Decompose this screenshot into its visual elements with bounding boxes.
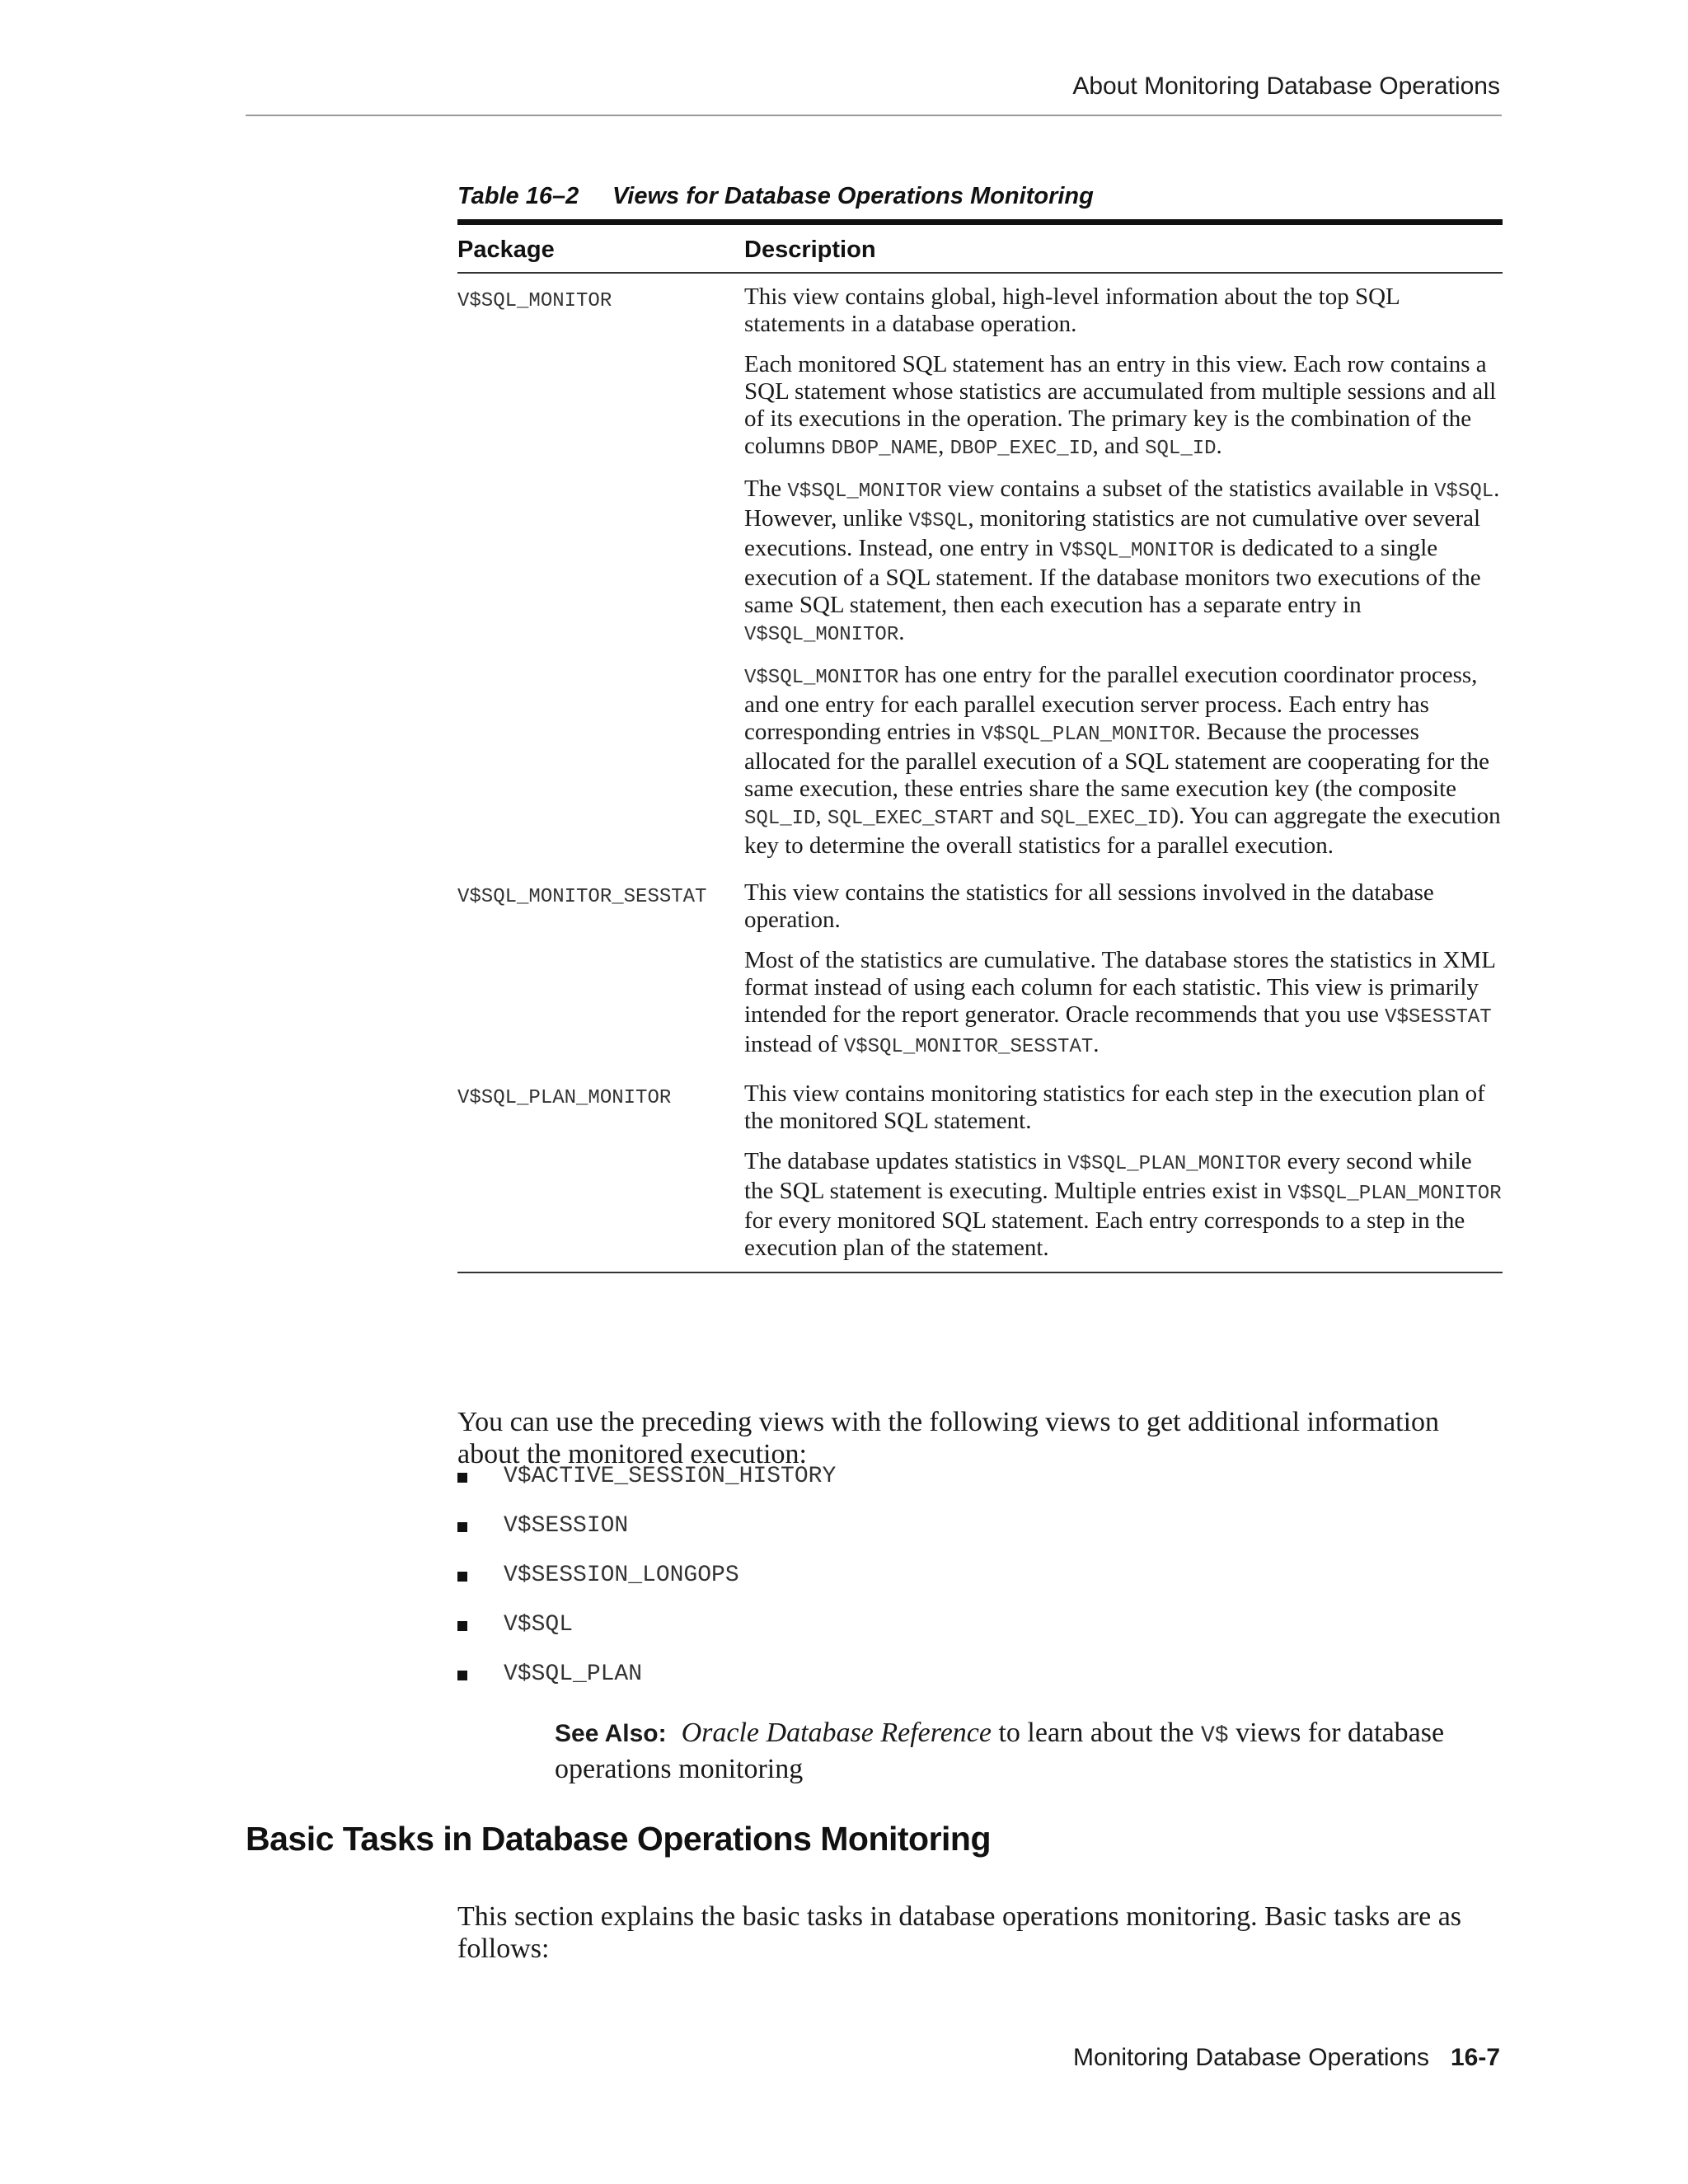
square-bullet-icon: [457, 1671, 467, 1680]
reference-book-link[interactable]: Oracle Database Reference: [681, 1718, 992, 1748]
view-name: V$SESSION: [504, 1513, 629, 1539]
list-item: [457, 1559, 836, 1609]
code-term: V$SQL_MONITOR: [1059, 540, 1214, 562]
text-run: This view contains the statistics for all sessions involved in the database operation.: [744, 879, 1434, 933]
list-item: [457, 1460, 836, 1510]
text-run: and: [993, 803, 1040, 829]
code-term: V$SQL_MONITOR_SESSTAT: [843, 1036, 1094, 1058]
list-item: [457, 1658, 836, 1708]
view-name: V$SQL: [504, 1612, 574, 1638]
text-run: instead of: [744, 1031, 844, 1057]
code-term: DBOP_NAME: [831, 438, 939, 460]
description-paragraph: [744, 1148, 1503, 1262]
see-also-text: views for database operations monitoring: [555, 1718, 1445, 1784]
code-term: SQL_ID: [1145, 438, 1217, 460]
code-term: SQL_EXEC_START: [827, 808, 994, 830]
table-row: [457, 273, 1503, 869]
text-run: This view contains global, high-level information about the top SQL statements in a database operation.: [744, 284, 1400, 337]
description-cell: [744, 273, 1503, 869]
code-term: V$SQL_MONITOR: [744, 667, 899, 689]
table-number: Table 16–2: [457, 183, 579, 209]
package-name-cell: V$SQL_PLAN_MONITOR: [457, 1071, 744, 1272]
text-run: ). You can aggregate the execution key to determine the overall statistics for a parallel execution.: [744, 803, 1501, 859]
text-run: ,: [938, 433, 950, 459]
code-term: V$SQL_MONITOR: [744, 624, 899, 646]
view-name: V$SESSION_LONGOPS: [504, 1563, 739, 1588]
page-number: 16-7: [1450, 2044, 1500, 2071]
code-term: SQL_EXEC_ID: [1039, 808, 1171, 830]
code-term: V$SQL: [908, 510, 968, 532]
text-run: is dedicated to a single execution of a SQL statement. If the database monitors two executions of the same SQL statement, then each execution has a separate entry in: [744, 535, 1481, 618]
list-item: [457, 1609, 836, 1658]
text-run: , and: [1092, 433, 1146, 459]
view-name: V$SQL_PLAN: [504, 1661, 643, 1687]
table-header-row: [457, 223, 1503, 274]
text-run: .: [898, 619, 905, 645]
table-row: [457, 1071, 1503, 1272]
text-run: ,: [815, 803, 828, 829]
views-table: [457, 219, 1503, 1273]
description-paragraph: [744, 351, 1503, 462]
description-paragraph: [744, 284, 1503, 338]
see-also-code: V$: [1200, 1723, 1229, 1749]
code-term: DBOP_EXEC_ID: [950, 438, 1093, 460]
text-run: . However, unlike: [744, 476, 1500, 532]
see-also-label: See Also:: [555, 1720, 667, 1747]
text-run: for every monitored SQL statement. Each entry corresponds to a step in the execution plan of the statement.: [744, 1207, 1465, 1261]
page-footer: [1073, 2044, 1500, 2072]
code-term: V$SQL_MONITOR: [787, 480, 942, 503]
code-term: V$SQL: [1434, 480, 1494, 503]
text-run: The: [744, 476, 788, 502]
section-heading: Basic Tasks in Database Operations Monitoring: [246, 1820, 992, 1858]
text-run: . Because the processes allocated for the parallel execution of a SQL statement are cooperating for the same execution, these entries share the same execution key (the composite: [744, 719, 1489, 802]
square-bullet-icon: [457, 1522, 467, 1532]
description-paragraph: [744, 662, 1503, 860]
package-name-cell: V$SQL_MONITOR: [457, 290, 612, 312]
views-table-container: [457, 219, 1503, 1273]
code-term: SQL_ID: [744, 808, 816, 830]
see-also-text: to learn about the: [991, 1718, 1201, 1748]
description-cell: [744, 869, 1503, 1071]
text-run: This view contains monitoring statistics for each step in the execution plan of the monitored SQL statement.: [744, 1080, 1485, 1134]
column-header-package: Package: [457, 223, 744, 274]
table-caption: [457, 183, 1094, 210]
section-paragraph: This section explains the basic tasks in database operations monitoring. Basic tasks are as follows:: [457, 1901, 1462, 1964]
code-term: V$SQL_PLAN_MONITOR: [1287, 1183, 1502, 1205]
text-run: .: [1093, 1031, 1100, 1057]
intro-paragraph: You can use the preceding views with the following views to get additional information about the monitored execution:: [457, 1407, 1440, 1469]
description-paragraph: [744, 879, 1503, 934]
package-name-cell: V$SQL_MONITOR_SESSTAT: [457, 886, 707, 908]
text-run: , monitoring statistics are not cumulative over several executions. Instead, one entry in: [744, 505, 1481, 561]
text-run: Each monitored SQL statement has an entry in this view. Each row contains a SQL statement whose statistics are accumulated from multiple sessions and all of its executions in the operation. The primary key is the combination of the columns: [744, 351, 1497, 459]
footer-chapter-title: Monitoring Database Operations: [1073, 2044, 1429, 2071]
text-run: has one entry for the parallel execution coordinator process, and one entry for each parallel execution server process. Each entry has corresponding entries in: [744, 662, 1478, 745]
text-run: Most of the statistics are cumulative. The database stores the statistics in XML format instead of using each column for each statistic. This view is primarily intended for the report generator. Oracle recommends that you use: [744, 947, 1495, 1028]
view-name: V$ACTIVE_SESSION_HISTORY: [504, 1464, 837, 1489]
text-run: The database updates statistics in: [744, 1148, 1068, 1174]
code-term: V$SQL_PLAN_MONITOR: [981, 724, 1195, 746]
code-term: V$SESSTAT: [1385, 1006, 1492, 1029]
header-rule: [246, 115, 1502, 116]
description-paragraph: [744, 947, 1503, 1061]
table-title: Views for Database Operations Monitoring: [612, 183, 1094, 209]
description-cell: [744, 1071, 1503, 1272]
description-paragraph: [744, 1080, 1503, 1135]
text-run: view contains a subset of the statistics available in: [941, 476, 1435, 502]
column-header-description: Description: [744, 223, 1503, 274]
table-row: [457, 869, 1503, 1071]
text-run: .: [1216, 433, 1222, 459]
running-header: About Monitoring Database Operations: [1072, 73, 1500, 100]
square-bullet-icon: [457, 1572, 467, 1582]
square-bullet-icon: [457, 1621, 467, 1631]
square-bullet-icon: [457, 1473, 467, 1483]
view-list: [457, 1460, 836, 1708]
list-item: [457, 1510, 836, 1559]
code-term: V$SQL_PLAN_MONITOR: [1067, 1153, 1282, 1175]
table-body: [457, 273, 1503, 1272]
see-also-note: [555, 1717, 1461, 1786]
text-run: every second while the SQL statement is executing. Multiple entries exist in: [744, 1148, 1472, 1204]
description-paragraph: [744, 476, 1503, 649]
